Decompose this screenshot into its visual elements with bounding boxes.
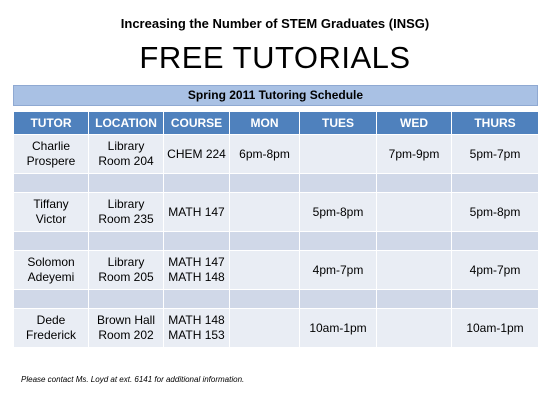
table-row: [14, 135, 539, 174]
location-cell: [89, 309, 164, 348]
wed-cell: 7pm-9pm: [377, 135, 452, 174]
course-code: MATH 153: [168, 328, 225, 342]
mon-cell: [230, 309, 300, 348]
location-room: Room 235: [98, 212, 154, 226]
location-cell: [89, 251, 164, 290]
wed-cell: [377, 193, 452, 232]
page-title: FREE TUTORIALS: [139, 40, 411, 75]
table-header-row: [14, 112, 539, 135]
tues-cell: 5pm-8pm: [300, 193, 377, 232]
mon-cell: [230, 193, 300, 232]
course-code: MATH 147: [168, 255, 225, 269]
spacer-row: [14, 290, 539, 309]
tutor-first-name: Solomon: [27, 255, 75, 269]
location-room: Room 202: [98, 328, 154, 342]
wed-cell: [377, 251, 452, 290]
location-building: Library: [107, 197, 145, 211]
course-cell: [164, 309, 230, 348]
tues-cell: [300, 135, 377, 174]
thurs-cell: 4pm-7pm: [452, 251, 539, 290]
course-code: CHEM 224: [167, 146, 226, 161]
tutoring-schedule-table: [13, 111, 539, 348]
column-header-tutor: TUTOR: [14, 112, 89, 135]
tutor-last-name: Frederick: [25, 328, 76, 342]
location-building: Library: [107, 139, 145, 153]
course-cell: [164, 135, 230, 174]
tutor-cell: [14, 135, 89, 174]
course-code: MATH 148: [168, 313, 225, 327]
column-header-location: LOCATION: [89, 112, 164, 135]
mon-cell: [230, 251, 300, 290]
tutor-last-name: Prospere: [26, 154, 76, 168]
column-header-thurs: THURS: [452, 112, 539, 135]
table-row: [14, 309, 539, 348]
tutor-cell: [14, 309, 89, 348]
table-row: [14, 193, 539, 232]
mon-cell: 6pm-8pm: [230, 135, 300, 174]
tutor-last-name: Victor: [35, 212, 67, 226]
tutor-cell: [14, 251, 89, 290]
column-header-wed: WED: [377, 112, 452, 135]
wed-cell: [377, 309, 452, 348]
location-cell: [89, 135, 164, 174]
spacer-row: [14, 174, 539, 193]
tues-cell: 10am-1pm: [300, 309, 377, 348]
location-room: Room 205: [98, 270, 154, 284]
location-building: Library: [107, 255, 145, 269]
course-cell: [164, 193, 230, 232]
tutor-first-name: Dede: [36, 313, 66, 327]
program-subtitle: Increasing the Number of STEM Graduates (INSG): [120, 16, 430, 31]
schedule-title-banner: Spring 2011 Tutoring Schedule: [13, 85, 538, 106]
contact-footnote: Please contact Ms. Loyd at ext. 6141 for additional information.: [21, 375, 245, 384]
thurs-cell: 5pm-7pm: [452, 135, 539, 174]
tutor-first-name: Tiffany: [33, 197, 69, 211]
thurs-cell: 5pm-8pm: [452, 193, 539, 232]
column-header-course: COURSE: [164, 112, 230, 135]
column-header-mon: MON: [230, 112, 300, 135]
course-code: MATH 147: [168, 204, 225, 219]
tutor-first-name: Charlie: [31, 139, 70, 153]
table-row: [14, 251, 539, 290]
tutor-cell: [14, 193, 89, 232]
course-code: MATH 148: [168, 270, 225, 284]
spacer-row: [14, 232, 539, 251]
location-cell: [89, 193, 164, 232]
column-header-tues: TUES: [300, 112, 377, 135]
tutor-last-name: Adeyemi: [27, 270, 75, 284]
location-room: Room 204: [98, 154, 154, 168]
tues-cell: 4pm-7pm: [300, 251, 377, 290]
course-cell: [164, 251, 230, 290]
thurs-cell: 10am-1pm: [452, 309, 539, 348]
location-building: Brown Hall: [96, 313, 156, 327]
